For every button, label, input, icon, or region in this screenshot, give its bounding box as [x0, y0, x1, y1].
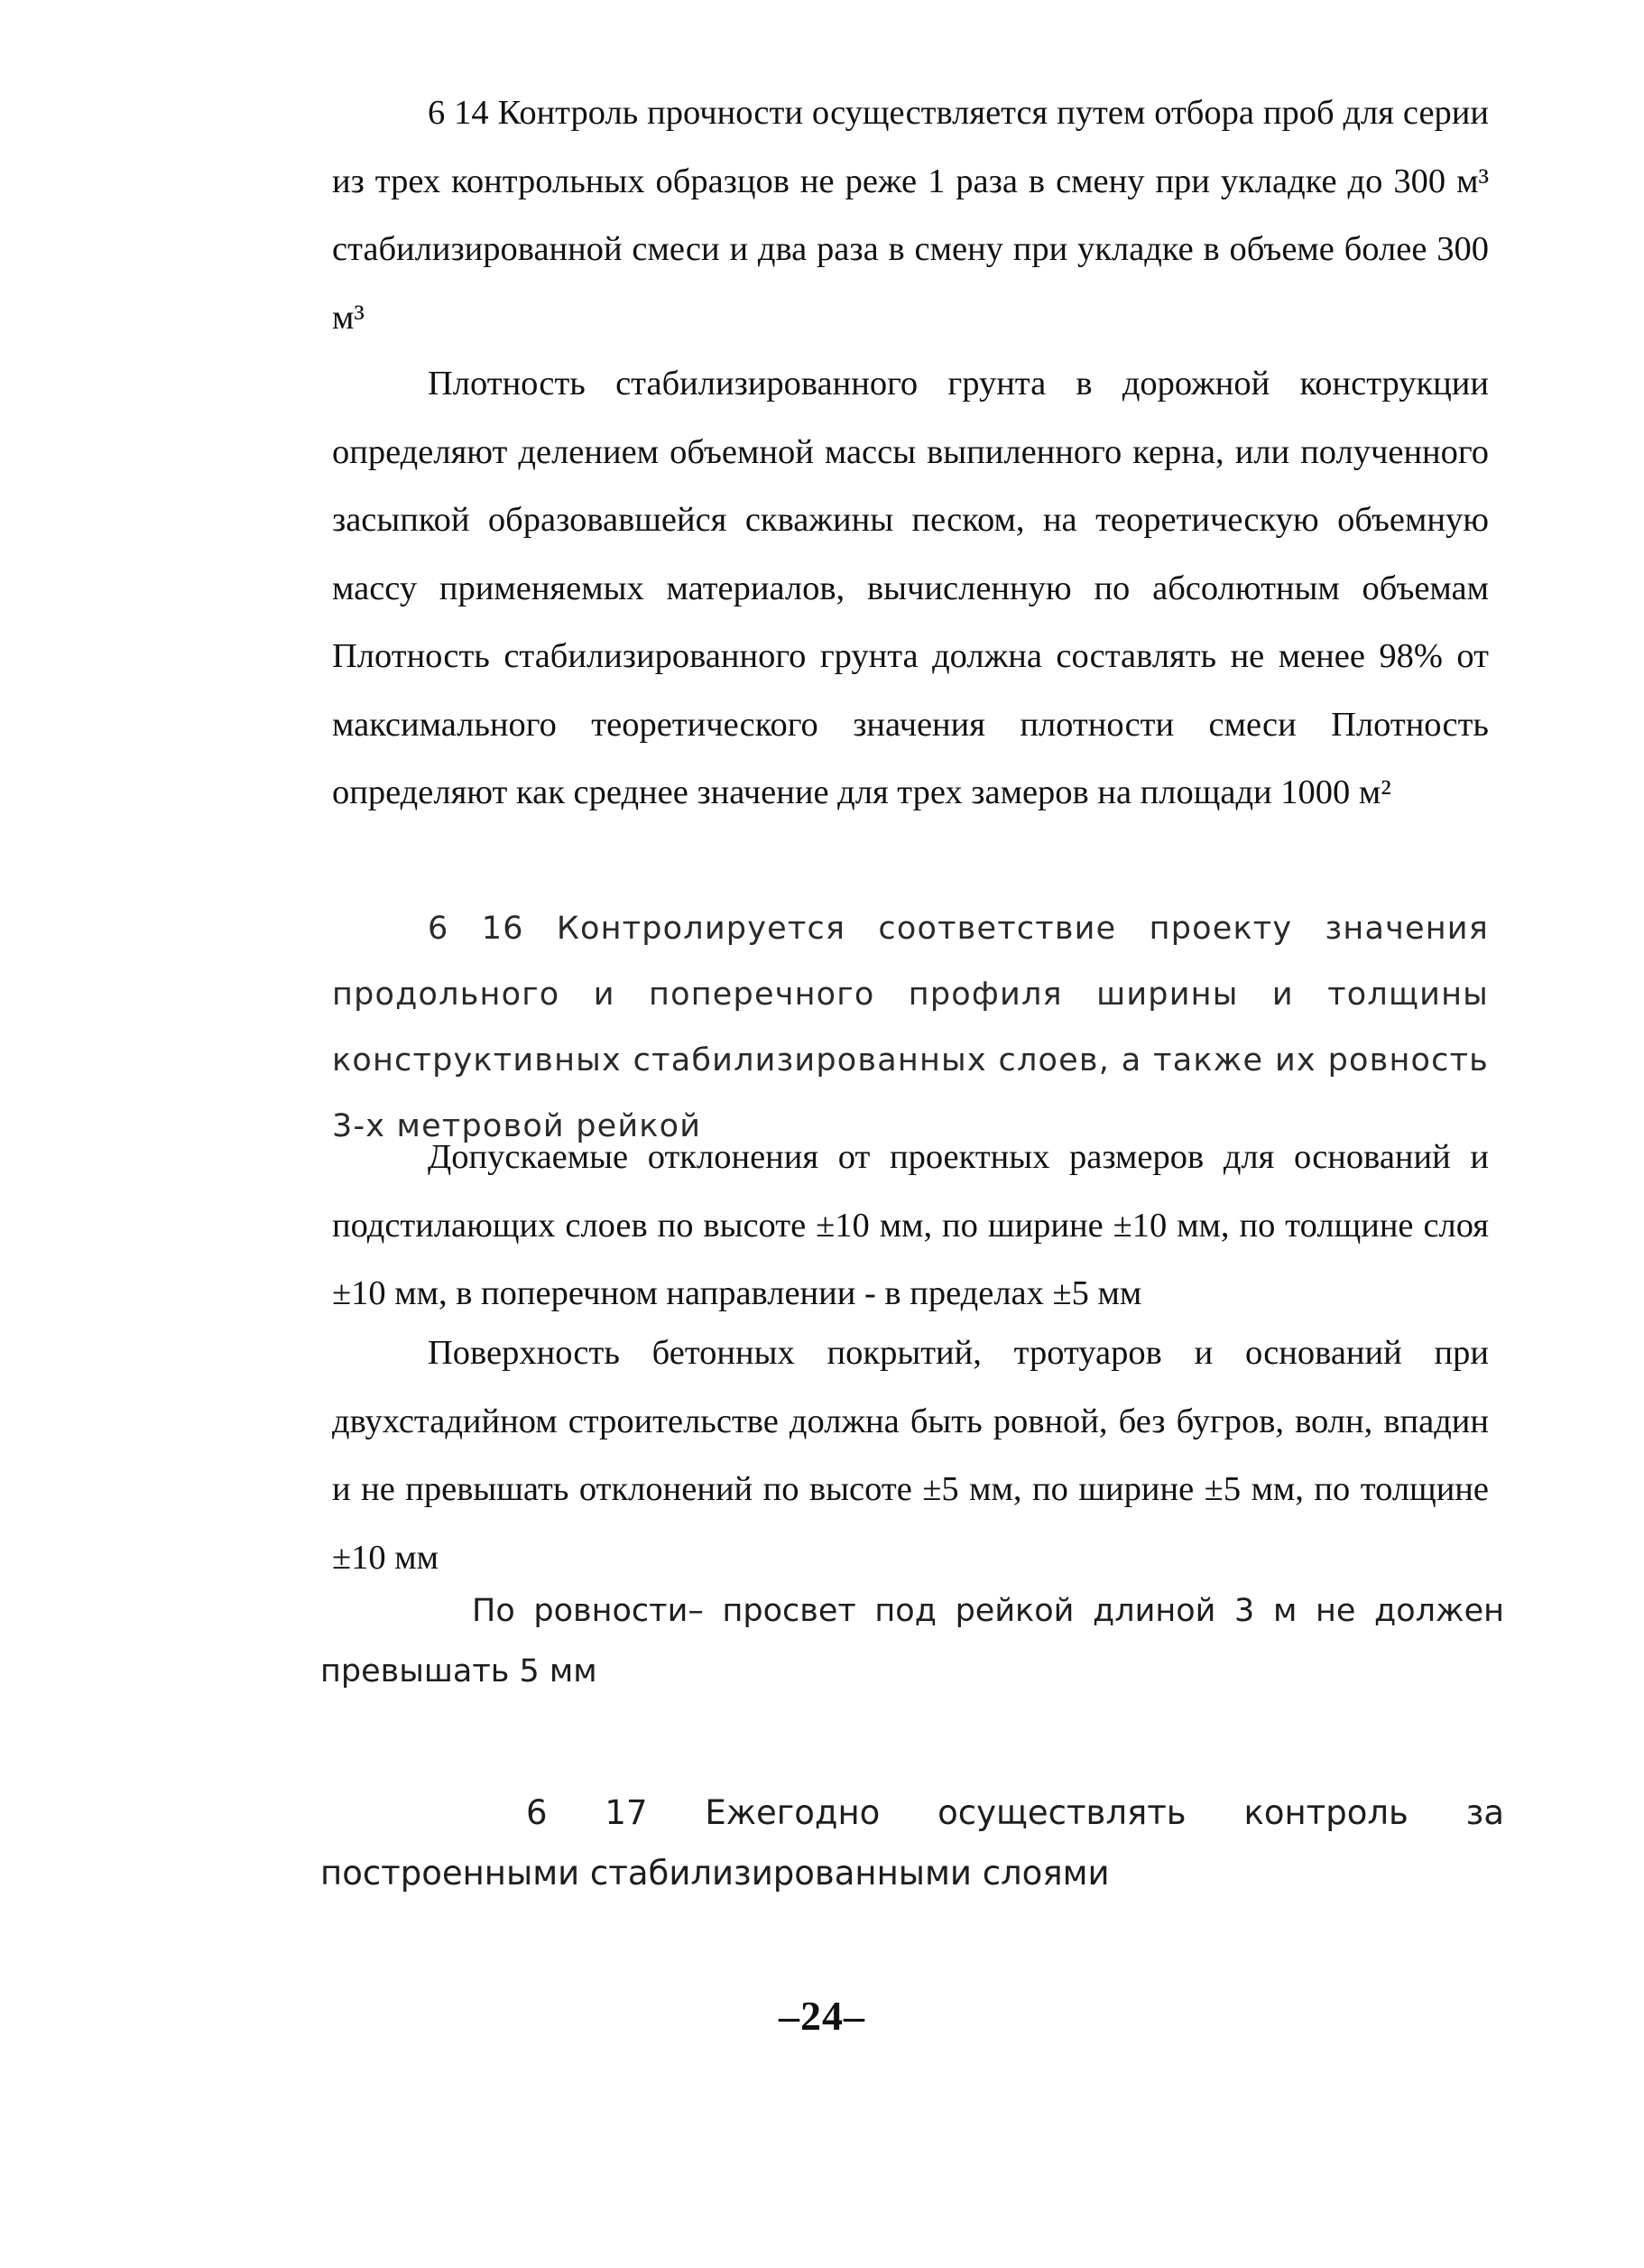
paragraph-6-17: 6 17 Ежегодно осуществлять контроль за построенными стабилизированными слоями [320, 1793, 1504, 1893]
paragraph-6-16: 6 16 Контролируется соответствие проекту значения продольного и поперечного профиля ширины и толщины конструктивных стабилизированных слоев, а также их ровность 3-х метровой рейкой [332, 911, 1489, 1144]
paragraph-tolerances: Допускаемые отклонения от проектных размеров для оснований и подстилающих слоев по высоте ±10 мм, по ширине ±10 мм, по толщине слоя ±10 мм, в поперечном направлении - в пределах ±5 мм [332, 1138, 1489, 1312]
paragraph-density: Плотность стабилизированного грунта в дорожной конструкции определяют делением объемной массы выпиленного керна, или полученного засыпкой образовавшейся скважины песком, на теоретическую объемную массу применяемых материалов, вычисленную по абсолютным объемам Плотность стабилизированного грунта должна составлять не менее 98% от максимального теоретического значения плотности смеси Плотность определяют как среднее значение для трех замеров на площади 1000 м² [332, 365, 1489, 811]
paragraph-6-14: 6 14 Контроль прочности осуществляется путем отбора проб для серии из трех контрольных образцов не реже 1 раза в смену при укладке до 300 м³ стабилизированной смеси и два раза в смену при укладке в объеме более 300 м³ [332, 94, 1489, 337]
paragraph-evenness: По ровности– просвет под рейкой длиной 3 м не должен превышать 5 мм [320, 1593, 1504, 1689]
page-number: –24– [779, 1993, 865, 2039]
paragraph-surface: Поверхность бетонных покрытий, тротуаров и оснований при двухстадийном строительстве должна быть ровной, без бугров, волн, впадин и не превышать отклонений по высоте ±5 мм, по ширине ±5 мм, по толщине ±10 мм [332, 1334, 1489, 1577]
